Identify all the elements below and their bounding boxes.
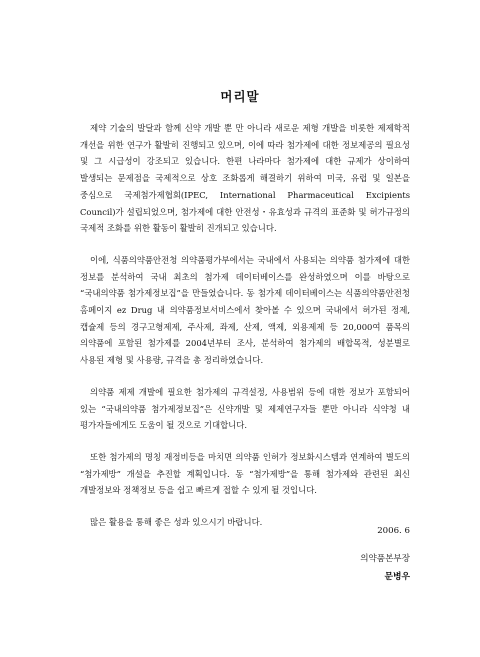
- paragraph-5: 많은 활용을 통해 좋은 성과 있으시기 바랍니다.: [90, 517, 263, 528]
- signatory-name: 문병우: [384, 572, 410, 582]
- document-title: 머리말: [220, 89, 260, 104]
- paragraph-2: 이에, 식품의약품안전청 의약품평가부에서는 국내에서 사용되는 의약품 첨가제에 대한 정보를 분석하여 국내 최초의 첨가제 데이터베이스를 완성하였으며 이를 바탕으로 “국내의약품 첨가제정보집”을 만들었습니다. 동 첨가제 데이터베이스는 식품의약품안전청 홈페이지 ez Drug 내 의약품정보서비스에서 찾아볼 수 있으며 국내에서 허가된 정제, 캡슐제 등의 경구고형제제, 주사제, 좌제, 산제, 액제, 외용제제 등 20,000여 품목의 의약품에 포함된 첨가제를 2004년부터 조사, 분석하여 첨가제의 배합목적, 성분별로 사용된 제형 및 사용량, 규격을 총 정리하였습니다.: [80, 254, 410, 366]
- paragraph-4: 또한 첨가제의 명칭 재정비등을 마치면 의약품 인허가 정보화시스템과 연계하여 별도의 “첨가제방” 개설을 추진할 계획입니다. 동 “첨가제방”을 통해 첨가제와 관련된 최신 개발정보와 정책정보 등을 쉽고 빠르게 접할 수 있게 될 것입니다.: [80, 451, 410, 496]
- paragraph-3: 의약품 제제 개발에 필요한 첨가제의 규격설정, 사용범위 등에 대한 정보가 포함되어 있는 “국내의약품 첨가제정보집”은 신약개발 및 제제연구자들 뿐만 아니라 식약청 내 평가자들에게도 도움이 될 것으로 기대합니다.: [80, 386, 410, 431]
- document-date: 2006. 6: [377, 526, 410, 536]
- signatory-title: 의약품본부장: [360, 554, 410, 564]
- document-body: [80, 120, 410, 546]
- paragraph-1: 제약 기술의 발달과 함께 신약 개발 뿐 만 아니라 새로운 제형 개발을 비롯한 제제학적 개선을 위한 연구가 활발히 진행되고 있으며, 이에 따라 첨가제에 대한 정보제공의 필요성 및 그 시급성이 강조되고 있습니다. 한편 나라마다 첨가제에 대한 규제가 상이하여 발생되는 문제점을 국제적으로 상호 조화롭게 해결하기 위하여 미국, 유럽 및 일본을 중심으로 국제첨가제협회(IPEC, International Pharmaceutical Excipients Council)가 설립되었으며, 첨가제에 대한 안전성・유효성과 규격의 표준화 및 허가규정의 국제적 조화를 위한 활동이 활발히 진개되고 있습니다.: [80, 123, 410, 234]
